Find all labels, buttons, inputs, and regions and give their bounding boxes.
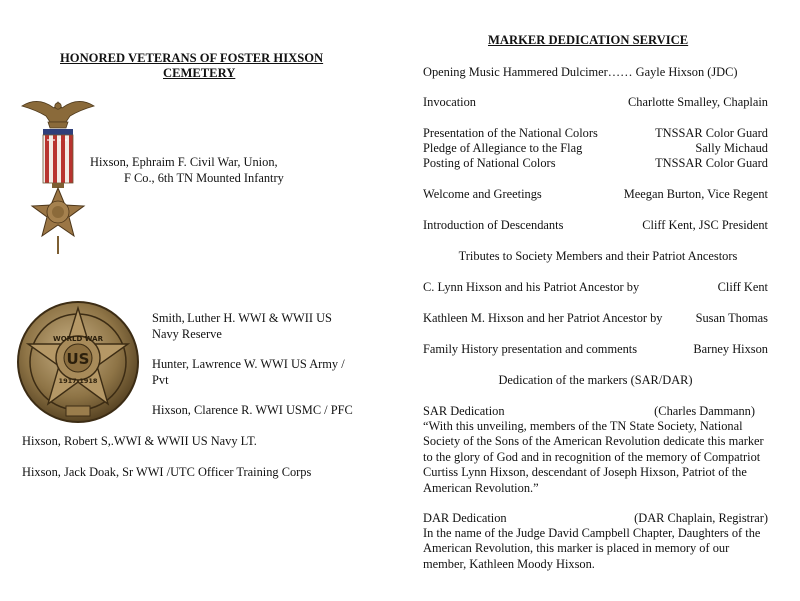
left-title-line1: HONORED VETERANS OF FOSTER HIXSON	[60, 51, 324, 65]
program-item	[423, 141, 768, 156]
medal-years-text: 1917-1918	[58, 377, 98, 385]
program-item	[423, 156, 768, 171]
program-item-person: Susan Thomas	[695, 311, 768, 325]
veteran-1-line1: Hixson, Ephraim F. Civil War, Union,	[90, 155, 278, 169]
dar-dedication-text: In the name of the Judge David Campbell Chapter, Daughters of the American Revolution, this marker is placed in memory of our member, Kathleen Moody Hixson.	[423, 526, 761, 571]
program-item-label: Posting of National Colors	[423, 156, 556, 170]
dedication-markers-heading: Dedication of the markers (SAR/DAR)	[498, 373, 693, 387]
veteran-2-line1: Smith, Luther H. WWI & WWII US	[152, 311, 332, 325]
world-war-medal-icon	[14, 298, 142, 426]
program-item	[423, 218, 768, 233]
program-item-label: Introduction of Descendants	[423, 218, 564, 232]
program-item-label: Family History presentation and comments	[423, 342, 638, 356]
sar-label: SAR Dedication	[423, 404, 505, 418]
medal-world-war-text: WORLD WAR	[53, 335, 103, 343]
veteran-5-line1: Hixson, Robert S,.WWI & WWII US Navy LT.	[22, 434, 257, 448]
veteran-3-line1: Hunter, Lawrence W. WWI US Army /	[152, 357, 345, 371]
program-item-label: Presentation of the National Colors	[423, 126, 598, 140]
right-title: MARKER DEDICATION SERVICE	[488, 33, 689, 47]
veteran-3-line2: Pvt	[152, 373, 169, 387]
program-item-label: Kathleen M. Hixson and her Patriot Ancestor by	[423, 311, 663, 325]
medal-us-text: US	[66, 350, 90, 368]
program-item-person: Sally Michaud	[695, 141, 768, 155]
dar-officiant: (DAR Chaplain, Registrar)	[634, 511, 768, 525]
sar-dedication-header	[423, 404, 755, 419]
program-item	[423, 342, 768, 357]
program-item	[423, 126, 768, 141]
program-item-person: Cliff Kent	[717, 280, 768, 294]
program-item-person: Meegan Burton, Vice Regent	[623, 187, 768, 201]
program-item-label: Pledge of Allegiance to the Flag	[423, 141, 583, 155]
program-item-person: TNSSAR Color Guard	[655, 126, 768, 140]
program-item	[423, 280, 768, 295]
left-title-line2: CEMETERY	[163, 66, 236, 80]
dar-label: DAR Dedication	[423, 511, 507, 525]
program-item	[423, 187, 768, 202]
program-item-label: Welcome and Greetings	[423, 187, 542, 201]
program-item	[423, 311, 768, 326]
veteran-4-line1: Hixson, Clarence R. WWI USMC / PFC	[152, 403, 353, 417]
program-item	[423, 65, 768, 80]
program-item-person: Cliff Kent, JSC President	[642, 218, 768, 232]
tributes-heading: Tributes to Society Members and their Patriot Ancestors	[458, 249, 738, 263]
veteran-1-line2: F Co., 6th TN Mounted Infantry	[124, 171, 284, 185]
program-item-label: Opening Music Hammered Dulcimer…… Gayle Hixson (JDC)	[423, 65, 738, 79]
gar-medal-icon	[18, 96, 98, 261]
program-item-person: TNSSAR Color Guard	[655, 156, 768, 170]
program-item-person: Charlotte Smalley, Chaplain	[628, 95, 768, 109]
program-item	[423, 95, 768, 110]
dar-dedication-header	[423, 511, 768, 526]
veteran-2-line2: Navy Reserve	[152, 327, 222, 341]
program-item-label: C. Lynn Hixson and his Patriot Ancestor by	[423, 280, 640, 294]
program-item-label: Invocation	[423, 95, 476, 109]
sar-dedication-text: “With this unveiling, members of the TN State Society, National Society of the Sons of the American Revolution dedicate this marker to the glory of God and in recognition of the memory of Compatriot Curtiss Lynn Hixson, descendant of Joseph Hixson, Patriot of the American Revolution.”	[423, 419, 764, 495]
program-item-person: Barney Hixson	[693, 342, 768, 356]
veteran-6-line1: Hixson, Jack Doak, Sr WWI /UTC Officer Training Corps	[22, 465, 312, 479]
sar-officiant: (Charles Dammann)	[654, 404, 755, 418]
